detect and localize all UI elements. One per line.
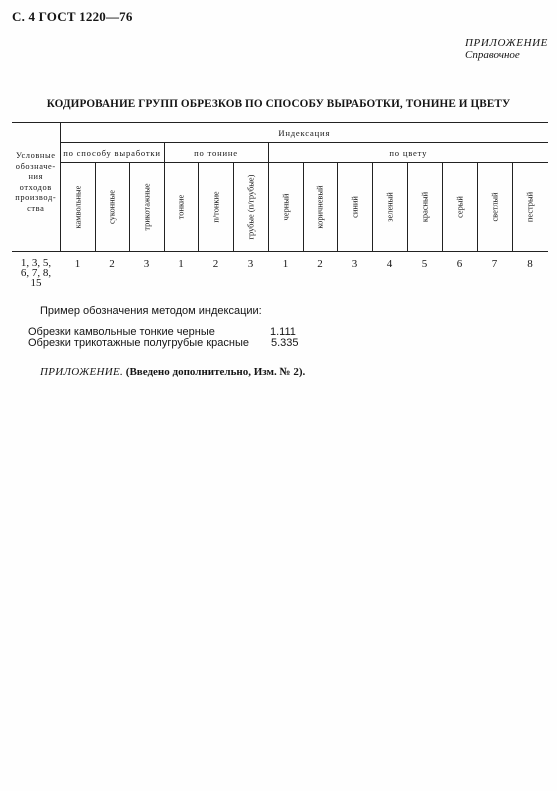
table-row [12, 252, 548, 289]
column-label: синий [350, 196, 359, 218]
subgroup-fineness: по тонине [164, 143, 268, 163]
column-label: красный [420, 191, 429, 223]
column-label: серый [455, 196, 464, 218]
amendment-note [40, 366, 305, 378]
subgroup-method: по способу выработки [60, 143, 164, 163]
column-label: черный [281, 193, 290, 221]
table-cell: 6 [456, 258, 463, 270]
example-code: 5.335 [271, 337, 299, 349]
table-cell: 3 [351, 258, 358, 270]
left-header-cell [12, 123, 60, 252]
column-header [442, 163, 477, 252]
table-cell: 2 [317, 258, 323, 270]
row-codes-cell [12, 252, 60, 289]
column-header [477, 163, 512, 252]
table-cell: 8 [527, 258, 533, 270]
column-header [407, 163, 442, 252]
column-label: светлый [490, 192, 499, 222]
column-label: зеленый [385, 192, 394, 222]
appendix-mark [465, 37, 548, 61]
table-cell: 7 [491, 258, 498, 270]
row-codes-line: 6, 7, 8, [20, 267, 52, 279]
table-cell: 1 [178, 258, 184, 270]
left-header-line: ства [27, 203, 45, 213]
left-header-line: обозначе- [15, 161, 56, 171]
example-text: Обрезки трикотажные полугрубые красные [28, 337, 249, 349]
column-label: п/тонкие [211, 191, 220, 223]
column-header [95, 163, 129, 252]
left-header-line: ния [28, 172, 44, 181]
example-line [28, 337, 299, 349]
column-label: коричневый [315, 185, 325, 229]
coding-table [12, 122, 548, 288]
note-text: (Введено дополнительно, Изм. № 2). [125, 366, 306, 378]
left-header-line: производ- [15, 193, 57, 202]
row-codes-line: 1, 3, 5, [20, 257, 52, 269]
example-intro: Пример обозначения методом индексации: [40, 305, 262, 317]
table-cell: 2 [109, 258, 115, 270]
appendix-label: ПРИЛОЖЕНИЕ [465, 37, 548, 49]
column-label: тонкие [176, 194, 186, 220]
left-header-line: отходов [19, 182, 52, 192]
table-cell: 1 [282, 258, 289, 270]
column-header [303, 163, 337, 252]
column-header [129, 163, 164, 252]
column-header [372, 163, 407, 252]
table-cell: 3 [247, 258, 254, 270]
column-label: камвольные [73, 185, 82, 229]
example-code: 1.111 [270, 326, 296, 338]
left-header-line: Условные [15, 151, 56, 160]
column-header [164, 163, 198, 252]
column-header [198, 163, 233, 252]
column-label: пестрый [525, 191, 535, 223]
document-title: КОДИРОВАНИЕ ГРУПП ОБРЕЗКОВ ПО СПОСОБУ ВЫРАБОТКИ, ТОНИНЕ И ЦВЕТУ [46, 98, 511, 110]
table-cell: 3 [143, 258, 150, 270]
table-cell: 1 [74, 258, 81, 270]
column-header [512, 163, 548, 252]
example-text: Обрезки камвольные тонкие черные [28, 326, 215, 338]
column-header [268, 163, 303, 252]
column-header [60, 163, 95, 252]
group-header: Индексация [60, 123, 548, 143]
row-codes-line: 15 [30, 277, 42, 289]
column-label: суконные [107, 190, 117, 224]
page-header: С. 4 ГОСТ 1220—76 [12, 9, 133, 24]
column-header [233, 163, 268, 252]
appendix-sublabel: Справочное [465, 49, 520, 61]
subgroup-color: по цвету [268, 143, 548, 163]
table-cell: 4 [386, 258, 393, 270]
column-label: грубые (п/грубые) [246, 174, 255, 240]
column-header [337, 163, 372, 252]
table-cell: 2 [212, 258, 219, 270]
column-label: трикотажные [142, 183, 151, 231]
table-cell: 5 [421, 258, 428, 270]
note-label: ПРИЛОЖЕНИЕ. [40, 366, 124, 378]
